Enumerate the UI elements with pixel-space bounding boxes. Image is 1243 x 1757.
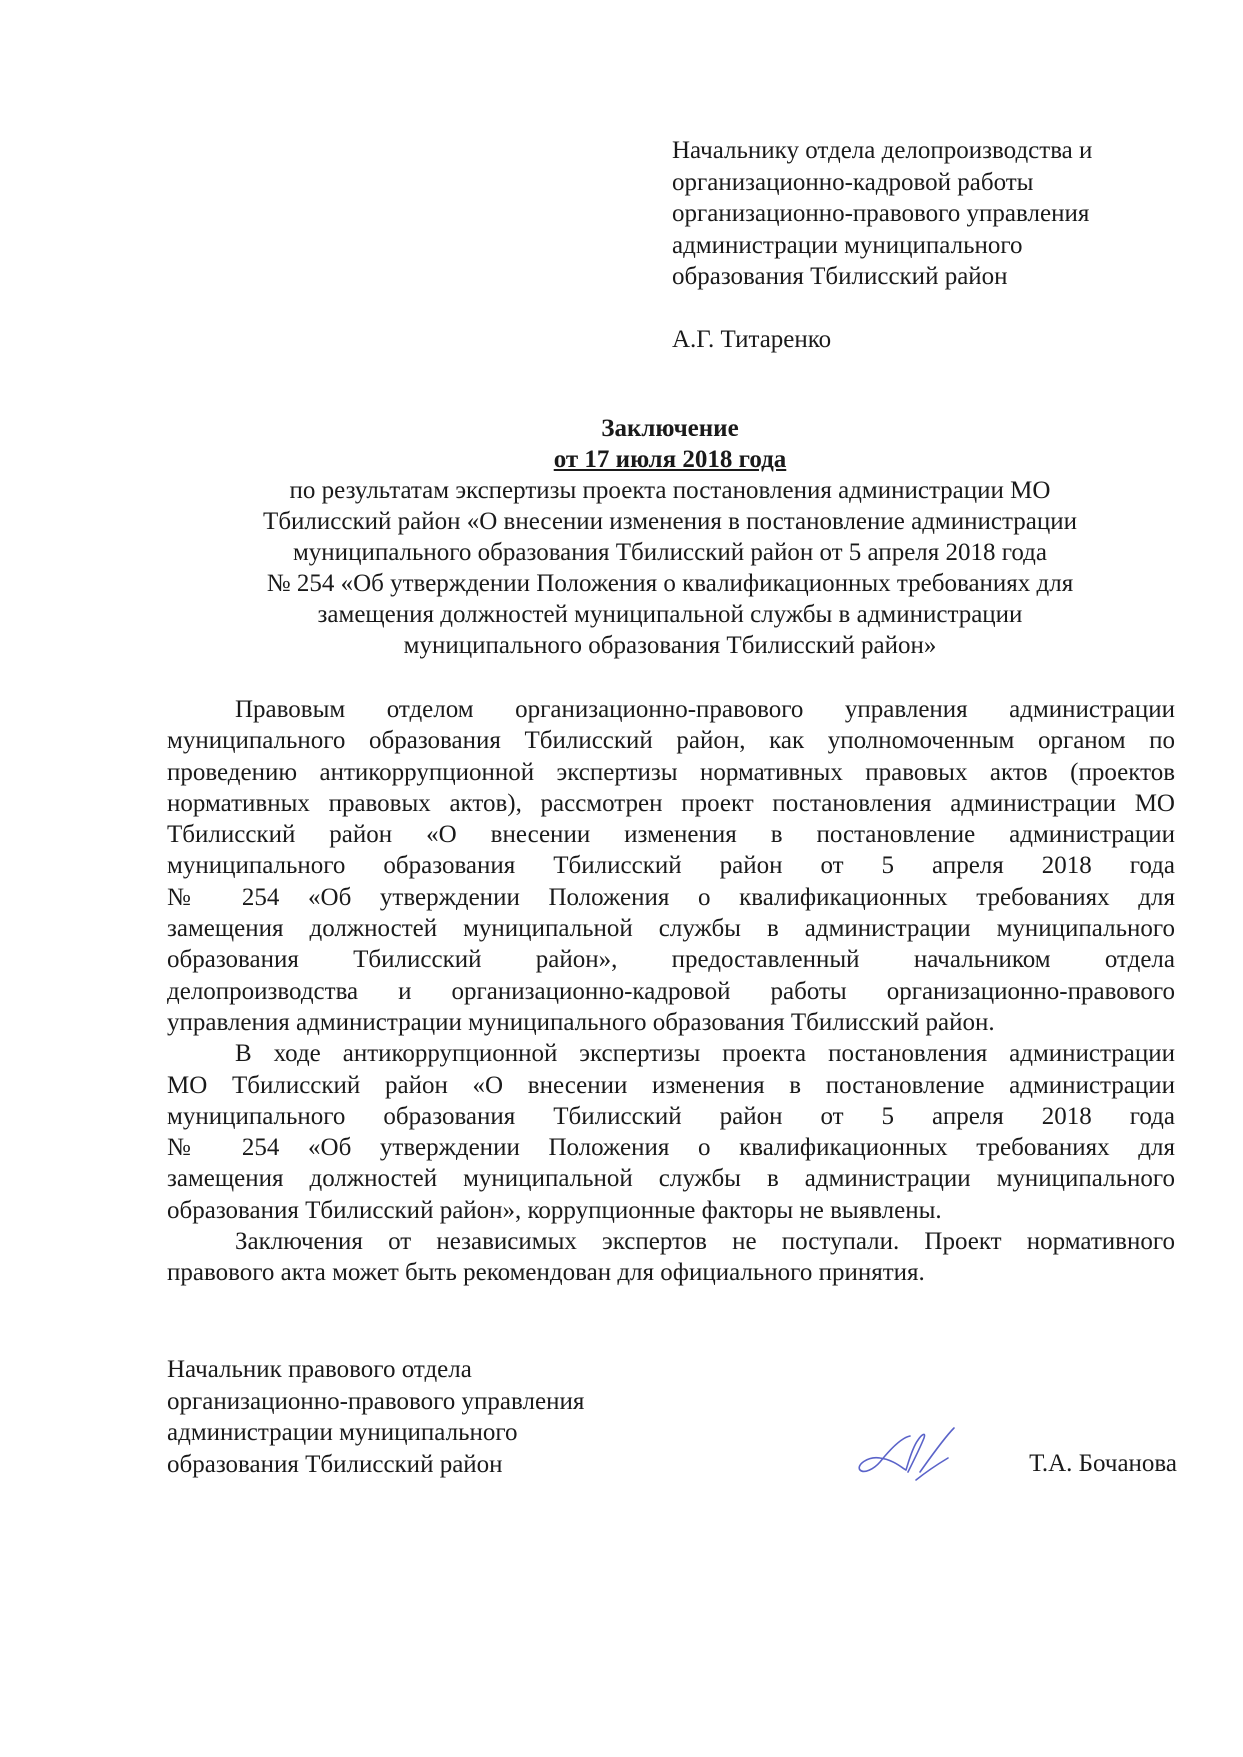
addressee-line: образования Тбилисский район (672, 263, 1008, 290)
body-line: Правовым отделом организационно-правового управления администрации (235, 696, 1175, 723)
document-body (167, 694, 1175, 1289)
document-subject-line: Тбилисский район «О внесении изменения в постановление администрации (263, 508, 1077, 535)
signatory-position-line: Начальник правового отдела (167, 1356, 472, 1383)
body-line: образования Тбилисский район», коррупционные факторы не выявлены. (167, 1196, 942, 1224)
document-date: от 17 июля 2018 года (553, 446, 787, 473)
document-subject-line: № 254 «Об утверждении Положения о квалификационных требованиях для (266, 570, 1074, 597)
document-heading (160, 413, 1180, 661)
body-line: управления администрации муниципального образования Тбилисский район. (167, 1008, 995, 1036)
handwritten-signature-icon (850, 1408, 960, 1483)
body-paragraph-findings (167, 1038, 1175, 1226)
addressee-line: организационно-правового управления (672, 200, 1090, 227)
body-line: образования Тбилисский район», предоставленный начальником отдела (167, 946, 1175, 974)
signatory-position-line: администрации муниципального (167, 1419, 518, 1446)
addressee-name: А.Г. Титаренко (672, 325, 832, 353)
signatory-name: Т.А. Бочанова (1029, 1450, 1177, 1477)
document-title: Заключение (601, 415, 739, 442)
body-line: муниципального образования Тбилисский район от 5 апреля 2018 года (167, 1102, 1175, 1130)
body-line: проведению антикоррупционной экспертизы нормативных правовых актов (проектов (167, 758, 1175, 786)
body-line: муниципального образования Тбилисский район, как уполномоченным органом по (167, 727, 1175, 755)
signatory-position-line: образования Тбилисский район (167, 1450, 503, 1478)
addressee-block (672, 135, 1172, 355)
document-subject-line: по результатам экспертизы проекта постановления администрации МО (289, 477, 1051, 504)
body-line: нормативных правовых актов), рассмотрен проект постановления администрации МО (167, 789, 1175, 817)
body-line: делопроизводства и организационно-кадровой работы организационно-правового (167, 977, 1175, 1005)
body-line: Тбилисский район «О внесении изменения в постановление администрации (167, 821, 1175, 849)
signature-block (167, 1354, 1177, 1484)
body-line: замещения должностей муниципальной службы в администрации муниципального (167, 1165, 1175, 1193)
body-line: замещения должностей муниципальной службы в администрации муниципального (167, 915, 1175, 943)
signatory-position-line: организационно-правового управления (167, 1387, 585, 1415)
addressee-line: администрации муниципального (672, 231, 1023, 259)
body-line: правового акта может быть рекомендован для официального принятия. (167, 1259, 925, 1287)
document-subject-line: муниципального образования Тбилисский район» (403, 632, 937, 659)
body-line: муниципального образования Тбилисский район от 5 апреля 2018 года (167, 852, 1175, 880)
body-line: В ходе антикоррупционной экспертизы проекта постановления администрации (235, 1040, 1175, 1068)
body-line: № 254 «Об утверждении Положения о квалификационных требованиях для (167, 1134, 1175, 1162)
addressee-line: организационно-кадровой работы (672, 168, 1034, 196)
document-subject-line: муниципального образования Тбилисский район от 5 апреля 2018 года (292, 539, 1047, 566)
document-subject-line: замещения должностей муниципальной службы в администрации (317, 601, 1023, 628)
body-paragraph-recommendation (167, 1226, 1175, 1289)
body-line: № 254 «Об утверждении Положения о квалификационных требованиях для (167, 883, 1175, 911)
body-paragraph-review (167, 694, 1175, 1038)
signatory-position (167, 1354, 1177, 1480)
body-line: МО Тбилисский район «О внесении изменения в постановление администрации (167, 1071, 1175, 1099)
body-line: Заключения от независимых экспертов не поступали. Проект нормативного (235, 1228, 1175, 1256)
addressee-line: Начальнику отдела делопроизводства и (672, 137, 1093, 164)
